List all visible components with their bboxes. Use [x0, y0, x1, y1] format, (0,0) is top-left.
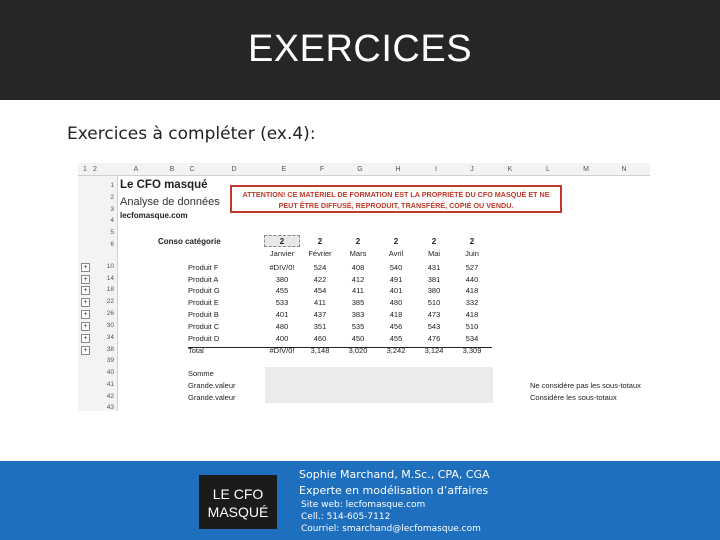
row-number[interactable]: 38 — [106, 346, 114, 353]
contact-cell: Cell.: 514-605-7112 — [301, 512, 391, 522]
data-cell[interactable]: 450 — [351, 334, 365, 343]
expand-group-icon[interactable]: + — [81, 310, 90, 319]
expand-group-icon[interactable]: + — [81, 298, 90, 307]
data-cell[interactable]: 400 — [275, 334, 289, 343]
product-label: Produit C — [188, 322, 220, 331]
level-cell[interactable]: 2 — [355, 237, 361, 246]
row-number[interactable]: 34 — [106, 334, 114, 341]
data-cell[interactable]: 455 — [275, 286, 289, 295]
level-cell[interactable]: 2 — [279, 237, 285, 246]
column-header-n[interactable]: N — [621, 166, 627, 173]
data-cell[interactable]: 422 — [313, 275, 327, 284]
row-number[interactable]: 6 — [110, 241, 114, 248]
data-cell[interactable]: 473 — [427, 310, 441, 319]
month-header: Avril — [388, 249, 404, 258]
total-cell[interactable]: 3,124 — [424, 346, 444, 355]
data-cell[interactable]: 351 — [313, 322, 327, 331]
data-cell[interactable]: 383 — [351, 310, 365, 319]
data-cell[interactable]: 540 — [389, 263, 403, 272]
data-cell[interactable]: 418 — [465, 310, 479, 319]
contact-name: Sophie Marchand, M.Sc., CPA, CGA — [299, 468, 490, 481]
data-cell[interactable]: 460 — [313, 334, 327, 343]
row-number[interactable]: 5 — [110, 229, 114, 236]
bottom-label: Grande.valeur — [188, 393, 236, 402]
row-number[interactable]: 40 — [106, 369, 114, 376]
data-cell[interactable]: 380 — [427, 286, 441, 295]
row-number[interactable]: 3 — [110, 206, 114, 213]
row-number[interactable]: 2 — [110, 194, 114, 201]
expand-group-icon[interactable]: + — [81, 263, 90, 272]
column-header-i[interactable]: I — [435, 166, 437, 173]
note-text: Ne considère pas les sous-totaux — [530, 381, 641, 390]
column-header-j[interactable]: J — [470, 166, 474, 173]
note-text: Considère les sous-totaux — [530, 393, 617, 402]
data-cell[interactable]: 510 — [427, 298, 441, 307]
level-cell[interactable]: 2 — [431, 237, 437, 246]
product-label: Produit A — [188, 275, 219, 284]
data-cell[interactable]: 480 — [275, 322, 289, 331]
warning-line: ATTENTION! CE MATÉRIEL DE FORMATION EST LA PROPRIÉTÉ DU CFO MASQUÉ ET NE — [242, 190, 550, 199]
total-cell[interactable]: 3,309 — [462, 346, 482, 355]
data-cell[interactable]: 491 — [389, 275, 403, 284]
total-cell[interactable]: #DIV/0! — [269, 346, 295, 355]
input-range[interactable] — [265, 367, 493, 403]
column-header-b[interactable]: B — [169, 166, 175, 173]
data-cell[interactable]: 418 — [389, 310, 403, 319]
title-bar — [0, 0, 720, 100]
data-cell[interactable]: 418 — [465, 286, 479, 295]
column-header-g[interactable]: G — [357, 166, 363, 173]
expand-group-icon[interactable]: + — [81, 322, 90, 331]
column-header-f[interactable]: F — [319, 166, 325, 173]
data-cell[interactable]: 437 — [313, 310, 327, 319]
row-number[interactable]: 14 — [106, 275, 114, 282]
product-label: Produit G — [188, 286, 220, 295]
company-logo — [199, 475, 277, 529]
warning-line: PEUT ÊTRE DIFFUSÉ, REPRODUIT, TRANSFÉRÉ, COPIÉ OU VENDU. — [278, 201, 514, 210]
month-header: Juin — [465, 249, 479, 258]
logo-text: LE CFO — [212, 486, 264, 502]
month-header: Mai — [427, 249, 441, 258]
product-label: Produit D — [188, 334, 220, 343]
slide-subtitle: Exercices à compléter (ex.4): — [67, 124, 316, 144]
data-cell[interactable]: 381 — [427, 275, 441, 284]
row-number[interactable]: 1 — [110, 182, 114, 189]
data-cell[interactable]: 401 — [275, 310, 289, 319]
data-cell[interactable]: 411 — [314, 298, 326, 307]
conso-category-label: Conso catégorie — [158, 237, 221, 246]
column-header-l[interactable]: L — [546, 166, 550, 173]
expand-group-icon[interactable]: + — [81, 286, 90, 295]
row-number[interactable]: 18 — [106, 286, 114, 293]
column-header-a[interactable]: A — [133, 166, 139, 173]
level-cell[interactable]: 2 — [317, 237, 323, 246]
data-cell[interactable]: #DIV/0! — [269, 263, 295, 272]
data-cell[interactable]: 332 — [465, 298, 479, 307]
column-header-d[interactable]: D — [231, 166, 237, 173]
total-label: Total — [188, 346, 204, 355]
data-cell[interactable]: 533 — [275, 298, 289, 307]
bottom-label: Grande.valeur — [188, 381, 236, 390]
data-cell[interactable]: 454 — [313, 286, 327, 295]
column-header-h[interactable]: H — [395, 166, 401, 173]
company-name: Le CFO masqué — [120, 179, 208, 191]
level-cell[interactable]: 2 — [469, 237, 475, 246]
data-cell[interactable]: 543 — [427, 322, 441, 331]
column-header-c[interactable]: C — [189, 166, 195, 173]
month-header: Février — [308, 249, 332, 258]
product-label: Produit B — [188, 310, 219, 319]
total-cell[interactable]: 3,148 — [310, 346, 330, 355]
row-number[interactable]: 41 — [106, 381, 114, 388]
row-number[interactable]: 43 — [106, 404, 114, 411]
data-cell[interactable]: 510 — [465, 322, 479, 331]
data-cell[interactable]: 401 — [389, 286, 403, 295]
data-cell[interactable]: 535 — [351, 322, 365, 331]
spreadsheet-screenshot — [78, 163, 650, 411]
row-number[interactable]: 22 — [106, 298, 114, 305]
data-cell[interactable]: 527 — [465, 263, 479, 272]
data-cell[interactable]: 412 — [351, 275, 365, 284]
logo-text: MASQUÉ — [207, 504, 269, 520]
company-website: lecfomasque.com — [120, 211, 188, 220]
data-cell[interactable]: 440 — [465, 275, 479, 284]
contact-website: Site web: lecfomasque.com — [301, 500, 426, 510]
data-cell[interactable]: 385 — [351, 298, 365, 307]
expand-group-icon[interactable]: + — [81, 334, 90, 343]
data-cell[interactable]: 380 — [275, 275, 289, 284]
row-number[interactable]: 26 — [106, 310, 114, 317]
footer-bar — [0, 461, 720, 540]
expand-group-icon[interactable]: + — [81, 275, 90, 284]
data-cell[interactable]: 456 — [389, 322, 403, 331]
data-cell[interactable]: 408 — [351, 263, 365, 272]
slide-title: EXERCICES — [247, 28, 473, 70]
copyright-warning — [230, 185, 562, 213]
product-label: Produit F — [188, 263, 219, 272]
month-header: Mars — [349, 249, 367, 258]
expand-group-icon[interactable]: + — [81, 346, 90, 355]
total-cell[interactable]: 3,020 — [348, 346, 368, 355]
row-number[interactable]: 4 — [110, 217, 114, 224]
level-cell[interactable]: 2 — [393, 237, 399, 246]
outline-level-2-button[interactable]: 2 — [93, 166, 97, 173]
contact-email: Courriel: smarchand@lecfomasque.com — [301, 524, 481, 534]
column-header-e[interactable]: E — [281, 166, 287, 173]
row-number[interactable]: 39 — [106, 357, 114, 364]
data-cell[interactable]: 455 — [389, 334, 403, 343]
data-cell[interactable]: 524 — [313, 263, 327, 272]
data-cell[interactable]: 431 — [427, 263, 441, 272]
outline-level-1-button[interactable]: 1 — [83, 166, 87, 173]
row-number[interactable]: 30 — [106, 322, 114, 329]
data-cell[interactable]: 534 — [465, 334, 479, 343]
data-cell[interactable]: 480 — [389, 298, 403, 307]
bottom-label: Somme — [188, 369, 214, 378]
product-label: Produit E — [188, 298, 219, 307]
row-number[interactable]: 42 — [106, 393, 114, 400]
company-subtitle: Analyse de données — [120, 196, 220, 208]
row-number[interactable]: 10 — [106, 263, 114, 270]
column-header-m[interactable]: M — [583, 166, 589, 173]
month-header: Janvier — [269, 249, 295, 258]
contact-role: Experte en modélisation d’affaires — [299, 484, 489, 497]
data-cell[interactable]: 476 — [427, 334, 441, 343]
total-cell[interactable]: 3,242 — [386, 346, 406, 355]
data-cell[interactable]: 411 — [352, 286, 364, 295]
column-header-k[interactable]: K — [507, 166, 513, 173]
